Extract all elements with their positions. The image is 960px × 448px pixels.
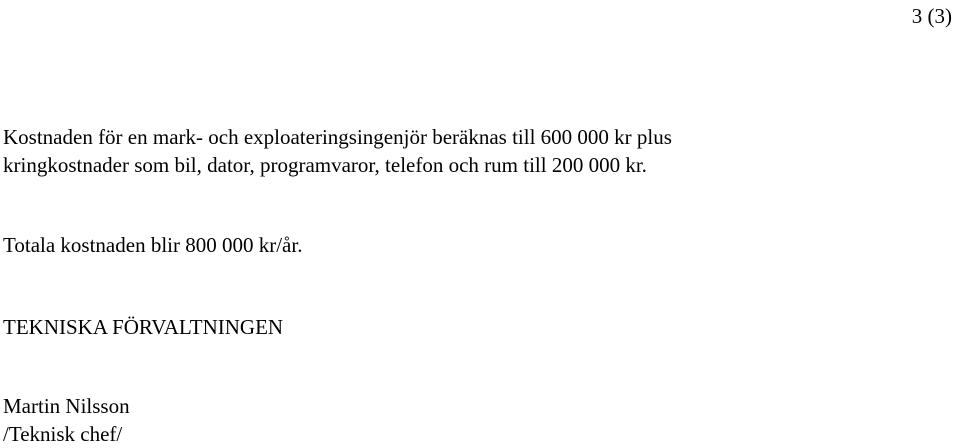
- department-name: TEKNISKA FÖRVALTNINGEN: [3, 315, 284, 339]
- cost-paragraph: [3, 123, 672, 179]
- cost-paragraph-line-1: Kostnaden för en mark- och exploateringsingenjör beräknas till 600 000 kr plus: [3, 125, 672, 149]
- page-number: 3 (3): [911, 4, 952, 28]
- signatory-title: /Teknisk chef/: [3, 422, 123, 446]
- total-cost-paragraph: Totala kostnaden blir 800 000 kr/år.: [3, 233, 303, 257]
- cost-paragraph-line-2: kringkostnader som bil, dator, programvaror, telefon och rum till 200 000 kr.: [3, 153, 647, 177]
- signature-block: [3, 392, 130, 448]
- signatory-name: Martin Nilsson: [3, 394, 130, 418]
